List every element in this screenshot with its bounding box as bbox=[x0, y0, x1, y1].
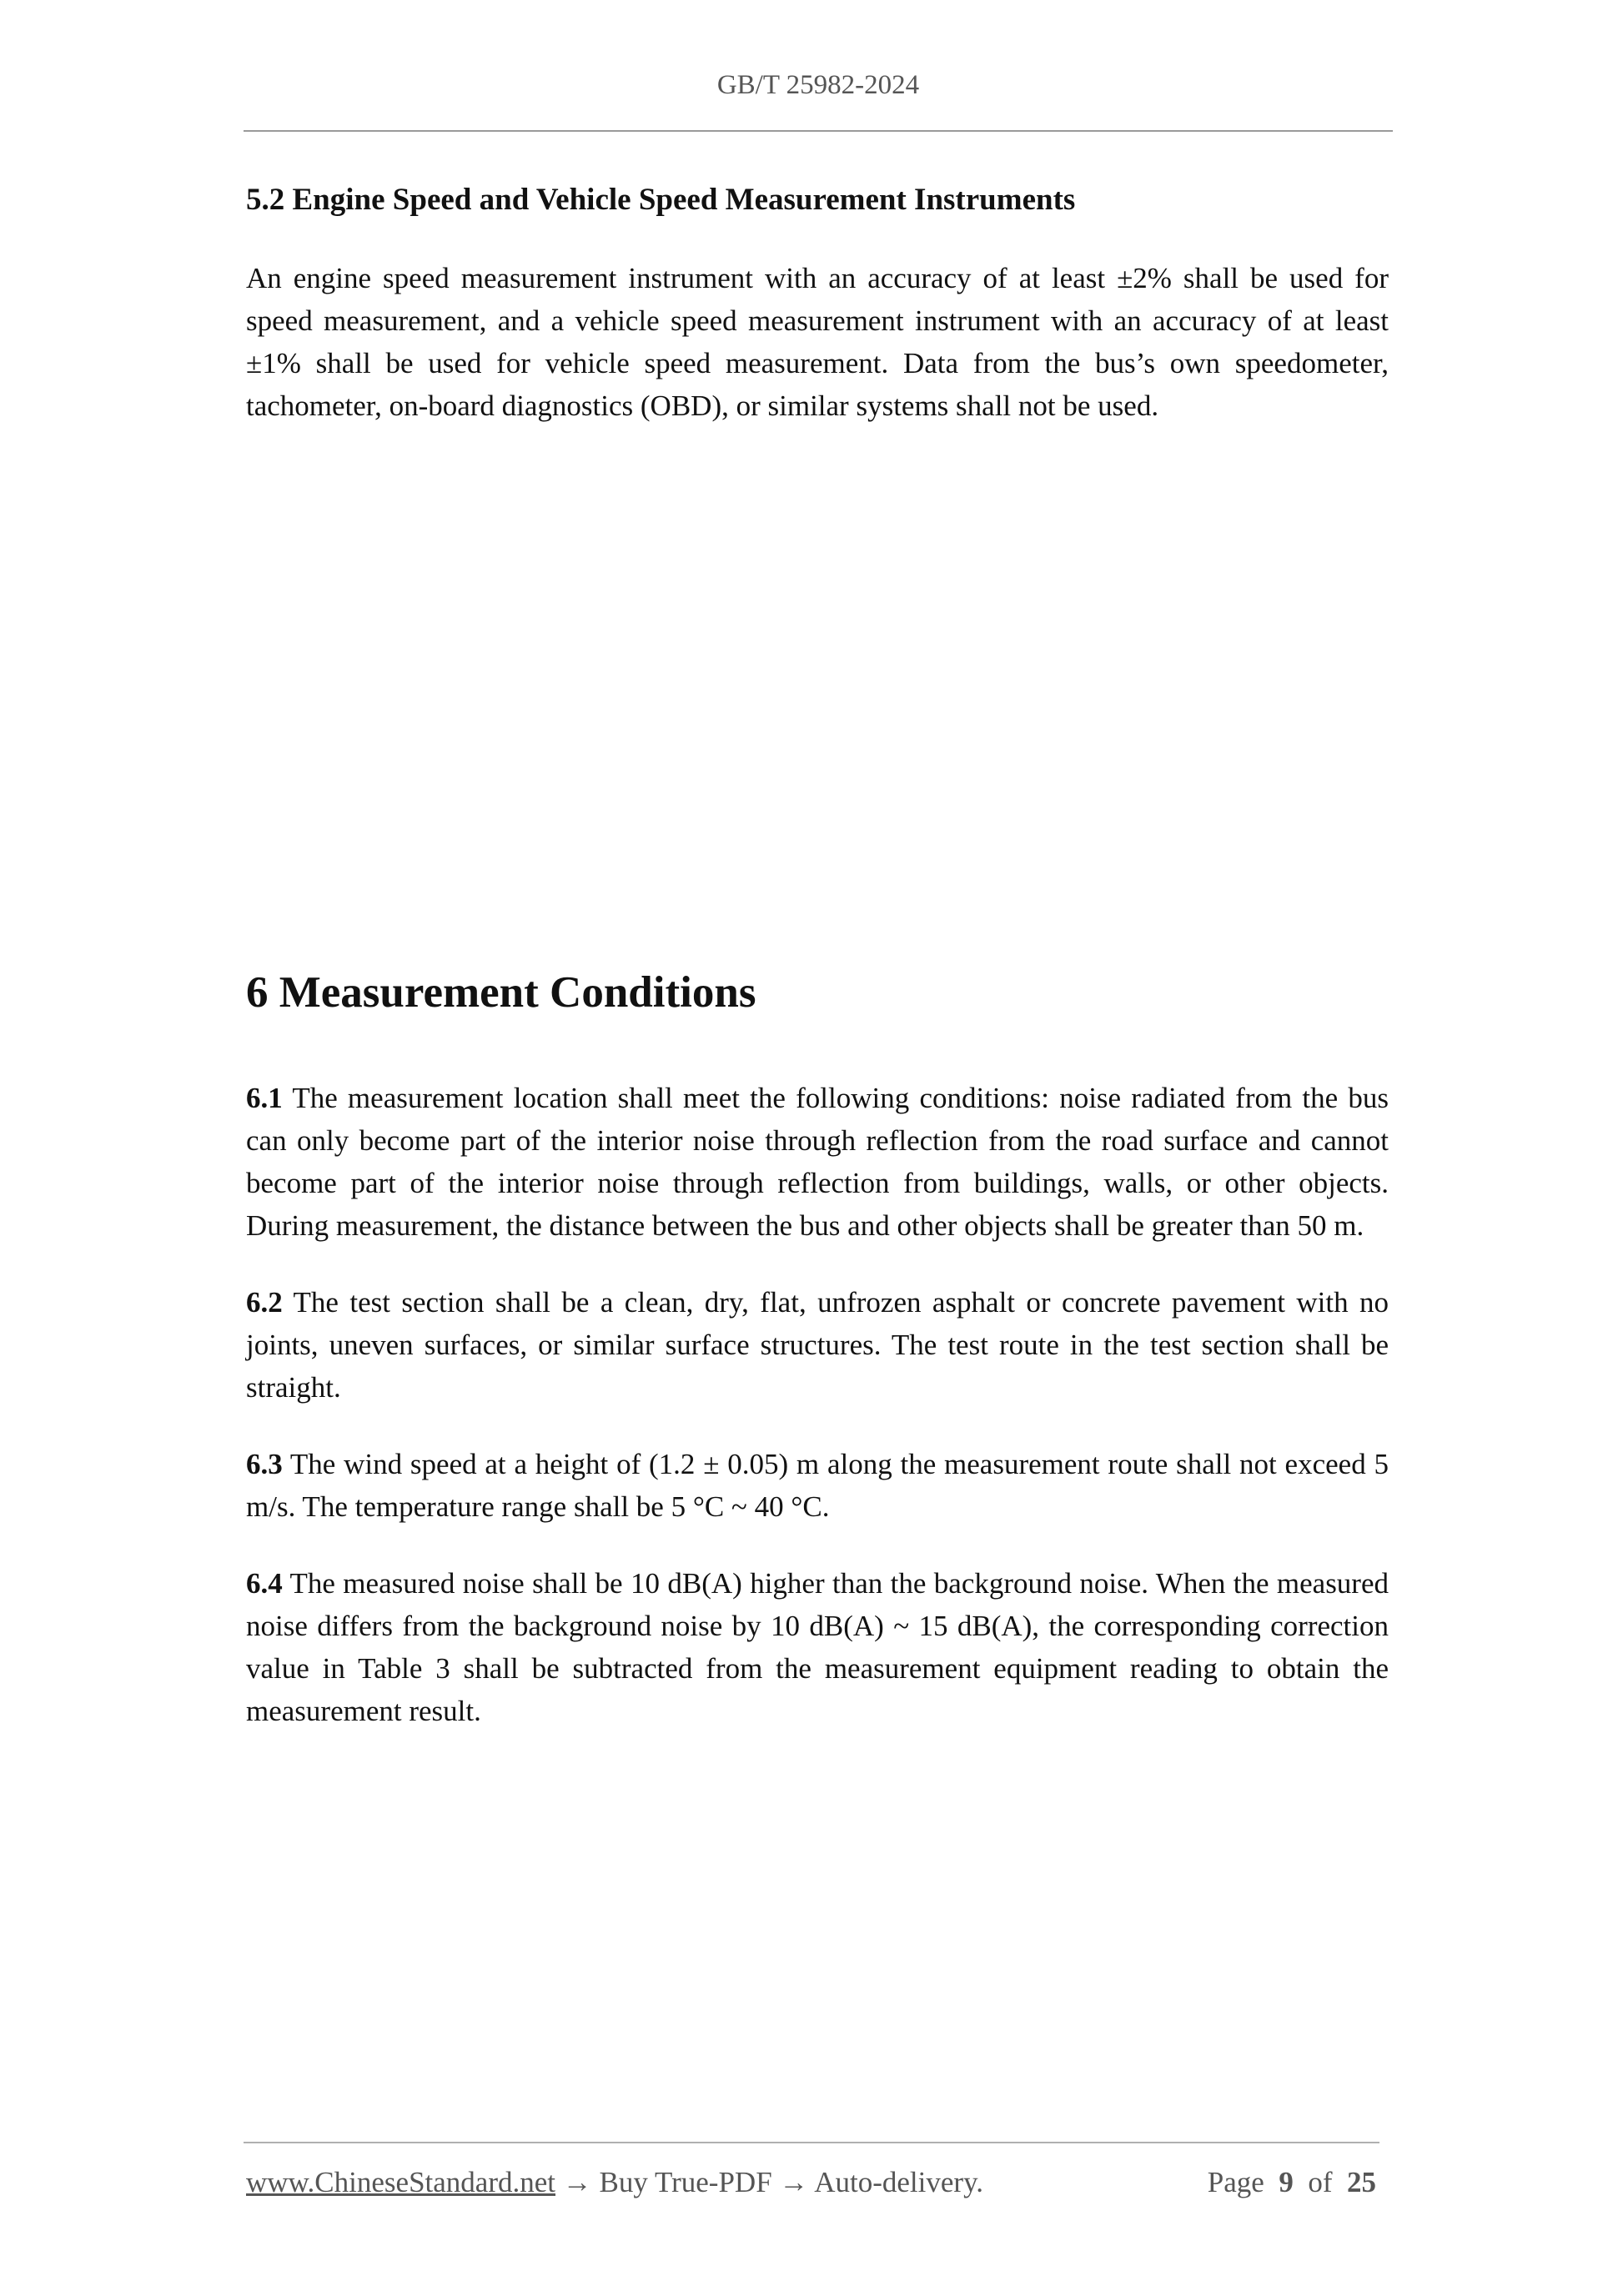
page-total: 25 bbox=[1347, 2166, 1376, 2198]
footer-divider bbox=[244, 2142, 1379, 2143]
auto-delivery-text: Auto-delivery. bbox=[808, 2166, 984, 2198]
page-number bbox=[1208, 2166, 1376, 2199]
clause-text: The test section shall be a clean, dry, flat, unfrozen asphalt or concrete pavement with no joints, uneven surfaces, or similar surface structures. The test route in the test section shall be straight. bbox=[246, 1286, 1389, 1404]
clause-number: 6.4 bbox=[246, 1567, 283, 1600]
clause-text: The wind speed at a height of (1.2 ± 0.05) m along the measurement route shall not exceed 5 m/s. The temperature range shall be 5 °C ~ 40 °C. bbox=[246, 1448, 1389, 1523]
site-link[interactable]: www.ChineseStandard.net bbox=[246, 2166, 555, 2198]
section-5-2-heading: 5.2 Engine Speed and Vehicle Speed Measurement Instruments bbox=[246, 183, 1076, 217]
clause-6-2 bbox=[246, 1281, 1389, 1409]
page-of-label: of bbox=[1308, 2166, 1333, 2198]
arrow-right-icon: → bbox=[779, 2166, 809, 2198]
clause-number: 6.1 bbox=[246, 1082, 283, 1114]
buy-true-pdf-text: Buy True-PDF bbox=[591, 2166, 780, 2198]
clause-6-3 bbox=[246, 1443, 1389, 1528]
arrow-right-icon: → bbox=[562, 2166, 592, 2198]
page-label: Page bbox=[1207, 2166, 1264, 2198]
section-5-2-paragraph: An engine speed measurement instrument with an accuracy of at least ±2% shall be used for speed measurement, and a vehicle speed measurement instrument with an accuracy of at least ±1% shall be used for vehicle speed measurement. Data from the bus’s own speedometer, tachometer, on-board diagnostics (OBD), or similar systems shall not be used. bbox=[246, 262, 1389, 422]
page-current: 9 bbox=[1279, 2166, 1294, 2198]
footer-promo bbox=[246, 2166, 983, 2199]
clause-number: 6.3 bbox=[246, 1448, 283, 1480]
page-header-standard-code: GB/T 25982-2024 bbox=[716, 70, 920, 100]
section-6-heading: 6 Measurement Conditions bbox=[246, 968, 756, 1017]
clause-6-1 bbox=[246, 1077, 1389, 1247]
clause-6-4 bbox=[246, 1562, 1389, 1732]
header-divider bbox=[244, 130, 1393, 132]
clause-text: The measurement location shall meet the following conditions: noise radiated from the bus can only become part of the interior noise through reflection from the road surface and cannot become part of the interior noise through reflection from buildings, walls, or other objects. During measurement, the distance between the bus and other objects shall be greater than 50 m. bbox=[246, 1082, 1389, 1242]
clause-text: The measured noise shall be 10 dB(A) higher than the background noise. When the measured noise differs from the background noise by 10 dB(A) ~ 15 dB(A), the corresponding correction value in Table 3 shall be subtracted from the measurement equipment reading to obtain the measurement result. bbox=[246, 1567, 1389, 1727]
clause-number: 6.2 bbox=[246, 1286, 283, 1319]
